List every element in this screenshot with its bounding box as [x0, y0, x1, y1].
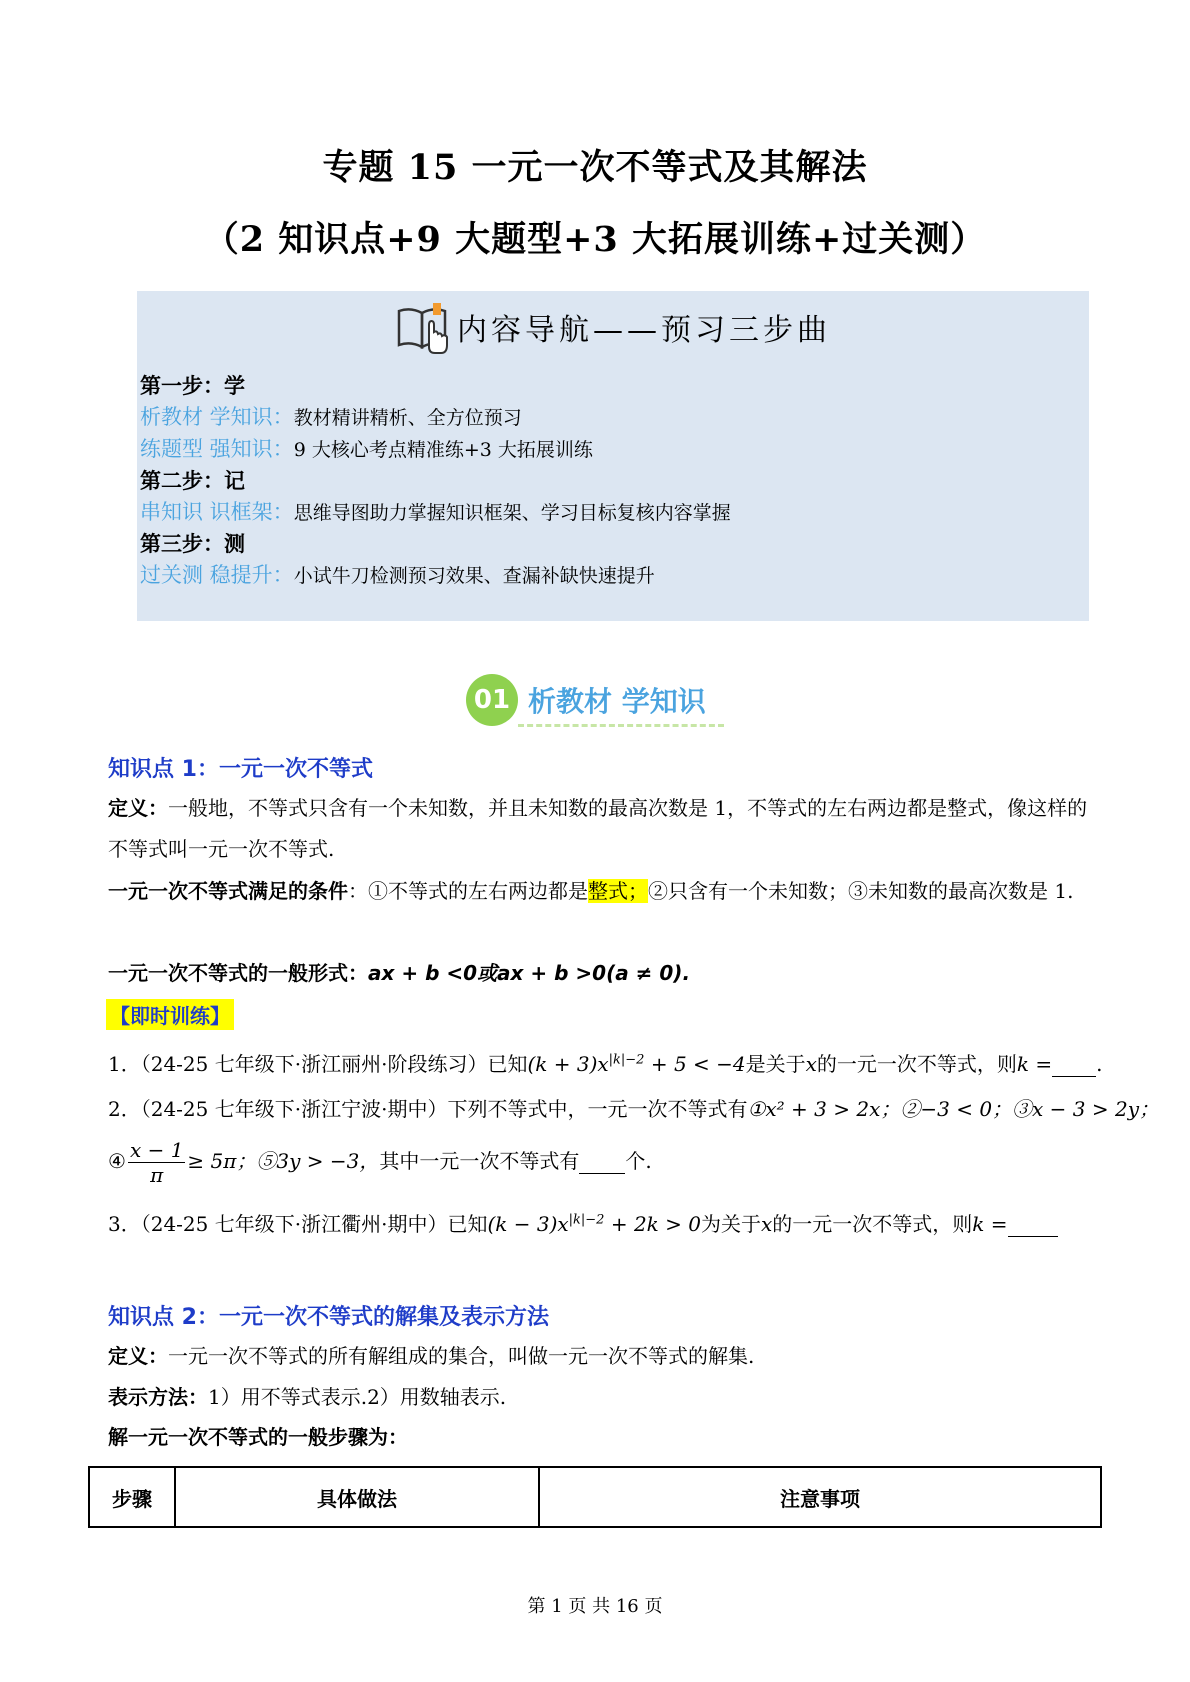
step-1-label: 第一步：学 — [140, 374, 245, 398]
q1-text-mid: 是关于 — [745, 1052, 806, 1076]
q1-math: (k + 3)x — [527, 1052, 609, 1076]
q3-k: k = — [972, 1212, 1008, 1236]
q1-k: k = — [1016, 1052, 1053, 1076]
q2-text: 2．（24-25 七年级下·浙江宁波·期中）下列不等式中，一元一次不等式有 — [108, 1097, 748, 1121]
kp1-definition — [108, 788, 1088, 870]
nav-heading-text: 内容导航——预习三步曲 — [457, 313, 831, 348]
fraction-denominator: π — [150, 1163, 164, 1187]
q2-item-1: ①x² + 3 > 2x； — [747, 1097, 901, 1121]
steps-heading: 解一元一次不等式的一般步骤为： — [108, 1425, 408, 1449]
page-footer: 第 1 页 共 16 页 — [527, 1596, 663, 1617]
q1-variable: x — [805, 1052, 817, 1076]
representation-text: 1）用不等式表示.2）用数轴表示. — [208, 1385, 507, 1409]
q1-exponent: |k|−2 — [608, 1052, 645, 1068]
nav-item-desc: 思维导图助力掌握知识框架、学习目标复核内容掌握 — [293, 502, 731, 524]
general-form-formula: ax + b <0或ax + b >0(a ≠ 0). — [368, 961, 691, 985]
knowledge-point-2-title: 知识点 2：一元一次不等式的解集及表示方法 — [108, 1305, 549, 1330]
nav-item-label: 过关测 稳提升： — [140, 563, 294, 587]
q2-end: 个. — [625, 1149, 652, 1173]
definition-label: 定义： — [108, 1344, 168, 1368]
section-underline — [518, 724, 724, 727]
q1-math-tail: + 5 < −4 — [644, 1052, 746, 1076]
book-pointer-icon — [395, 301, 451, 363]
q2-fraction — [128, 1138, 185, 1187]
nav-item-desc: 教材精讲精析、全方位预习 — [293, 407, 522, 429]
step-2-label: 第二步：记 — [140, 469, 245, 493]
q3-answer-blank[interactable] — [1008, 1212, 1058, 1237]
nav-item — [140, 497, 731, 529]
steps-table — [88, 1466, 1102, 1528]
representation-label: 表示方法： — [108, 1385, 208, 1409]
nav-heading — [137, 301, 1089, 363]
fraction-numerator: x − 1 — [129, 1138, 184, 1162]
nav-item-desc: 9 大核心考点精准练+3 大拓展训练 — [293, 439, 593, 461]
highlighted-text: 整式； — [588, 879, 648, 903]
kp1-conditions — [108, 871, 1088, 912]
table-header: 具体做法 — [175, 1467, 539, 1527]
kp1-general-form — [108, 953, 1088, 994]
q2-answer-blank[interactable] — [579, 1149, 625, 1174]
nav-item-label: 析教材 学知识： — [140, 405, 294, 429]
q1-answer-blank[interactable] — [1052, 1052, 1096, 1077]
q3-math-tail: + 2k > 0 — [604, 1212, 701, 1236]
definition-text: 一元一次不等式的所有解组成的集合，叫做一元一次不等式的解集. — [168, 1344, 755, 1368]
q1-end: . — [1096, 1052, 1103, 1076]
question-2-line-2 — [108, 1138, 652, 1187]
kp2-representation — [108, 1377, 1088, 1418]
content-navigation-box — [137, 291, 1089, 621]
q2-item-4-label: ④ — [108, 1149, 126, 1173]
conditions-text: ：①不等式的左右两边都是 — [348, 879, 588, 903]
question-3 — [108, 1208, 1058, 1237]
page-subtitle: （2 知识点+9 大题型+3 大拓展训练+过关测） — [203, 219, 987, 260]
nav-item-desc: 小试牛刀检测预习效果、查漏补缺快速提升 — [293, 565, 655, 587]
q3-text-post: 的一元一次不等式，则 — [772, 1212, 973, 1236]
step-3-label: 第三步：测 — [140, 532, 245, 556]
kp2-steps-heading — [108, 1417, 1088, 1458]
question-1 — [108, 1048, 1103, 1077]
q2-text-post: 其中一元一次不等式有 — [379, 1149, 580, 1173]
table-header: 注意事项 — [539, 1467, 1101, 1527]
section-badge — [466, 672, 726, 732]
training-tag: 【即时训练】 — [106, 999, 234, 1030]
q3-exponent: |k|−2 — [568, 1212, 605, 1228]
definition-text: 一般地，不等式只含有一个未知数，并且未知数的最高次数是 1，不等式的左右两边都是整式，像这样的不等式叫一元一次不等式. — [108, 796, 1088, 861]
section-number: 01 — [466, 674, 518, 726]
q3-text: 3．（24-25 七年级下·浙江衢州·期中）已知 — [108, 1212, 488, 1236]
q1-text: 1．（24-25 七年级下·浙江丽州·阶段练习）已知 — [108, 1052, 528, 1076]
table-header: 步骤 — [89, 1467, 175, 1527]
nav-steps — [140, 371, 731, 592]
q3-variable: x — [760, 1212, 773, 1236]
definition-label: 定义： — [108, 796, 168, 820]
nav-item — [140, 560, 731, 592]
nav-item-label: 串知识 识框架： — [140, 500, 294, 524]
nav-item — [140, 402, 731, 434]
section-title: 析教材 学知识 — [528, 685, 706, 718]
q2-item-2: ②−3 < 0； — [900, 1097, 1013, 1121]
table-header-row — [89, 1467, 1101, 1527]
knowledge-point-1-title: 知识点 1：一元一次不等式 — [108, 757, 373, 782]
nav-item-label: 练题型 强知识： — [140, 437, 294, 461]
nav-item — [140, 434, 731, 466]
page-title: 专题 15 一元一次不等式及其解法 — [322, 147, 868, 188]
q1-text-post: 的一元一次不等式，则 — [816, 1052, 1017, 1076]
q3-text-mid: 为关于 — [700, 1212, 761, 1236]
general-form-label: 一元一次不等式的一般形式： — [108, 961, 368, 985]
question-2 — [108, 1093, 1159, 1122]
conditions-label: 一元一次不等式满足的条件 — [108, 879, 348, 903]
q2-item-4-tail: ≥ 5π； — [187, 1149, 257, 1173]
q2-item-5: ⑤3y > −3， — [256, 1149, 380, 1173]
q2-item-3: ③x − 3 > 2y； — [1012, 1097, 1160, 1121]
kp2-definition — [108, 1336, 1088, 1377]
q3-math: (k − 3)x — [487, 1212, 569, 1236]
conditions-text-2: ②只含有一个未知数；③未知数的最高次数是 1. — [648, 879, 1074, 903]
